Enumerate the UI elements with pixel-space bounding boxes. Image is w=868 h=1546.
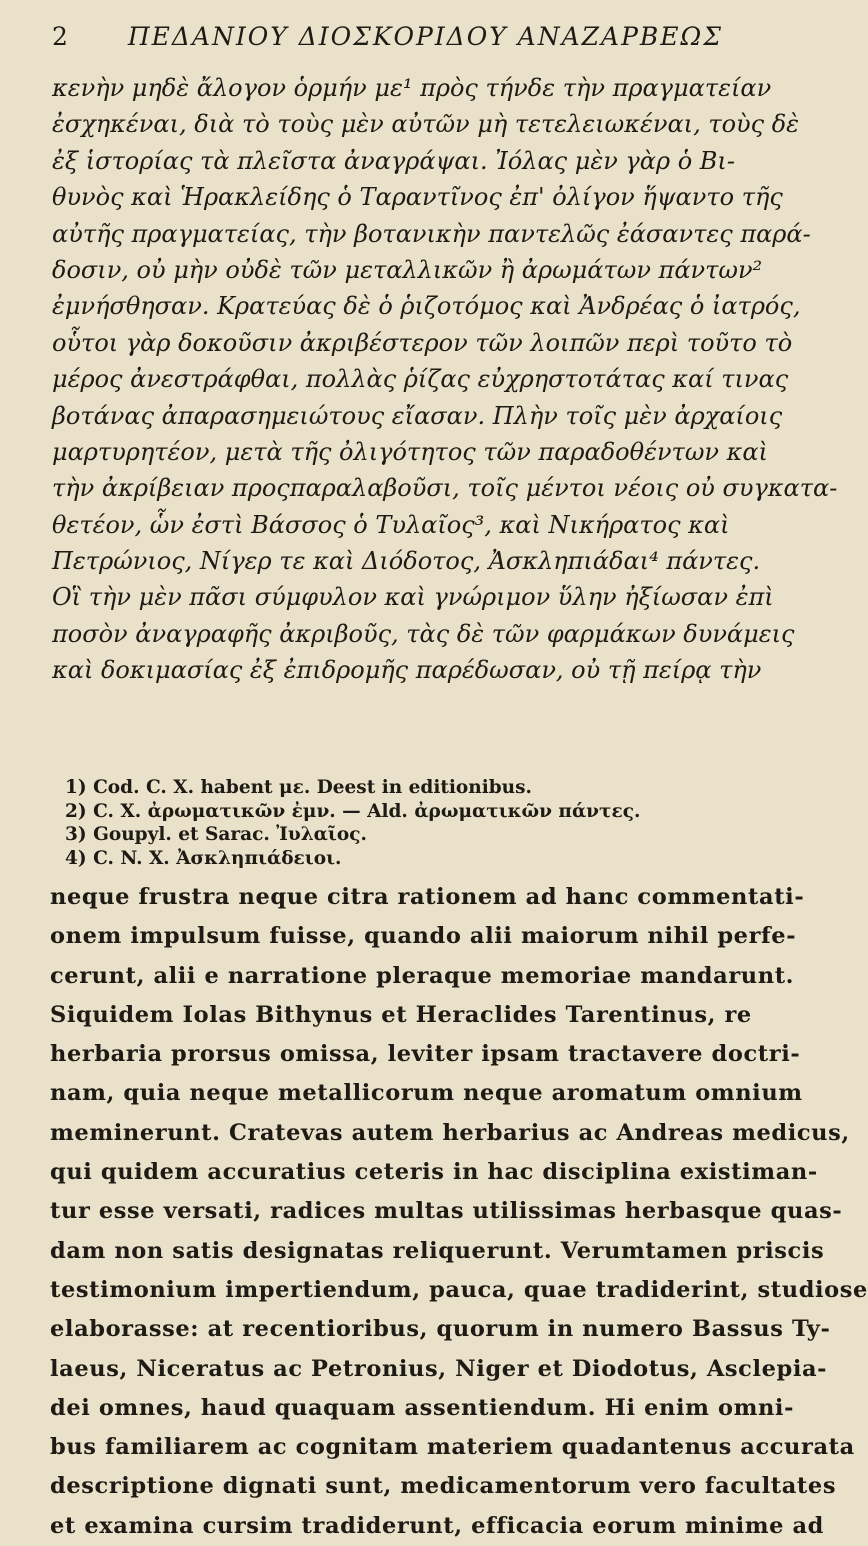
page-number: 2	[52, 22, 70, 51]
footnote: 4) C. N. X. Ἀσκληπιάδειοι.	[65, 847, 342, 869]
greek-line: Πετρώνιος, Νίγερ τε καὶ Διόδοτος, Ἀσκληπιάδαι⁴ πάντες.	[52, 547, 761, 576]
greek-line: μαρτυρητέον, μετὰ τῆς ὀλιγότητος τῶν παραδοθέντων καὶ	[52, 437, 768, 466]
latin-line: qui quidem accuratius ceteris in hac disciplina existiman-	[50, 1159, 818, 1186]
footnote: 2) C. X. ἀρωματικῶν ἐμν. — Ald. ἀρωματικῶν πάντες.	[65, 800, 641, 822]
greek-line: θετέον, ὧν ἐστὶ Βάσσος ὁ Τυλαῖος³, καὶ Νικήρατος καὶ	[52, 510, 730, 539]
greek-line: ἐσχηκέναι, διὰ τὸ τοὺς μὲν αὐτῶν μὴ τετελειωκέναι, τοὺς δὲ	[52, 110, 800, 139]
greek-line: ἐμνήσθησαν. Κρατεύας δὲ ὁ ῥιζοτόμος καὶ Ἀνδρέας ὁ ἰατρός,	[52, 292, 801, 321]
footnote: 1) Cod. C. X. habent με. Deest in editionibus.	[65, 777, 532, 798]
latin-line: neque frustra neque citra rationem ad hanc commentati-	[50, 884, 805, 910]
greek-line: οὗτοι γὰρ δοκοῦσιν ἀκριβέστερον τῶν λοιπῶν περὶ τοῦτο τὸ	[52, 328, 793, 357]
running-title: ΠΕΔΑΝΙΟΥ ΔΙΟΣΚΟΡΙΔΟΥ ΑΝΑΖΑΡΒΕΩΣ	[127, 22, 723, 51]
greek-line: θυνὸς καὶ Ἡρακλείδης ὁ Ταραντῖνος ἐπ' ὀλίγον ἥψαντο τῆς	[52, 183, 783, 212]
greek-line: αὐτῆς πραγματείας, τὴν βοτανικὴν παντελῶς ἐάσαντες παρά-	[52, 219, 811, 248]
latin-line: cerunt, alii e narratione pleraque memoriae mandarunt.	[50, 962, 795, 989]
latin-line: dam non satis designatas reliquerunt. Verumtamen priscis	[50, 1237, 825, 1264]
greek-line: τὴν ἀκρίβειαν προςπαραλαβοῦσι, τοῖς μέντοι νέοις οὐ συγκατα-	[52, 474, 838, 503]
latin-line: meminerunt. Cratevas autem herbarius ac Andreas medicus,	[50, 1119, 850, 1146]
greek-line: βοτάνας ἀπαρασημειώτους εἴασαν. Πλὴν τοῖς μὲν ἀρχαίοις	[52, 401, 783, 430]
latin-line: Siquidem Iolas Bithynus et Heraclides Tarentinus, re	[50, 1001, 752, 1028]
greek-line: ποσὸν ἀναγραφῆς ἀκριβοῦς, τὰς δὲ τῶν φαρμάκων δυνάμεις	[52, 619, 795, 648]
latin-line: onem impulsum fuisse, quando alii maiorum nihil perfe-	[50, 923, 797, 950]
latin-line: testimonium impertiendum, pauca, quae tradiderint, studiose	[50, 1276, 868, 1303]
footnotes	[65, 776, 765, 870]
latin-line: elaborasse: at recentioribus, quorum in numero Bassus Ty-	[50, 1316, 831, 1343]
latin-line: nam, quia neque metallicorum neque aromatum omnium	[50, 1080, 803, 1107]
latin-line: bus familiarem ac cognitam materiem quadantenus accurata	[50, 1434, 855, 1461]
latin-line: herbaria prorsus omissa, leviter ipsam tractavere doctri-	[50, 1041, 801, 1068]
greek-text-block	[52, 70, 838, 689]
latin-line: tur esse versati, radices multas utilissimas herbasque quas-	[50, 1198, 843, 1225]
greek-line: δοσιν, οὐ μὴν οὐδὲ τῶν μεταλλικῶν ἢ ἀρωμάτων πάντων²	[52, 255, 763, 284]
greek-line: ἐξ ἱστορίας τὰ πλεῖστα ἀναγράψαι. Ἰόλας μὲν γὰρ ὁ Βι-	[52, 146, 735, 175]
greek-line: κενὴν μηδὲ ἄλογον ὁρμήν με¹ πρὸς τήνδε τὴν πραγματείαν	[52, 74, 772, 102]
latin-line: dei omnes, haud quaquam assentiendum. Hi enim omni-	[50, 1394, 795, 1421]
latin-line: descriptione dignati sunt, medicamentorum vero facultates	[50, 1473, 837, 1500]
greek-line: μέρος ἀνεστράφθαι, πολλὰς ῥίζας εὐχρηστοτάτας καί τινας	[52, 365, 789, 394]
latin-text-block	[50, 878, 868, 1546]
running-header	[52, 22, 772, 51]
greek-line: Οἳ τὴν μὲν πᾶσι σύμφυλον καὶ γνώριμον ὕλην ἠξίωσαν ἐπὶ	[52, 583, 774, 612]
latin-line: et examina cursim tradiderunt, efficacia eorum minime ad	[50, 1512, 824, 1539]
greek-line: καὶ δοκιμασίας ἐξ ἐπιδρομῆς παρέδωσαν, οὐ τῇ πείρᾳ τὴν	[52, 656, 762, 685]
latin-line: laeus, Niceratus ac Petronius, Niger et Diodotus, Asclepia-	[50, 1355, 828, 1382]
footnote: 3) Goupyl. et Sarac. Ἰυλαῖος.	[65, 824, 367, 845]
